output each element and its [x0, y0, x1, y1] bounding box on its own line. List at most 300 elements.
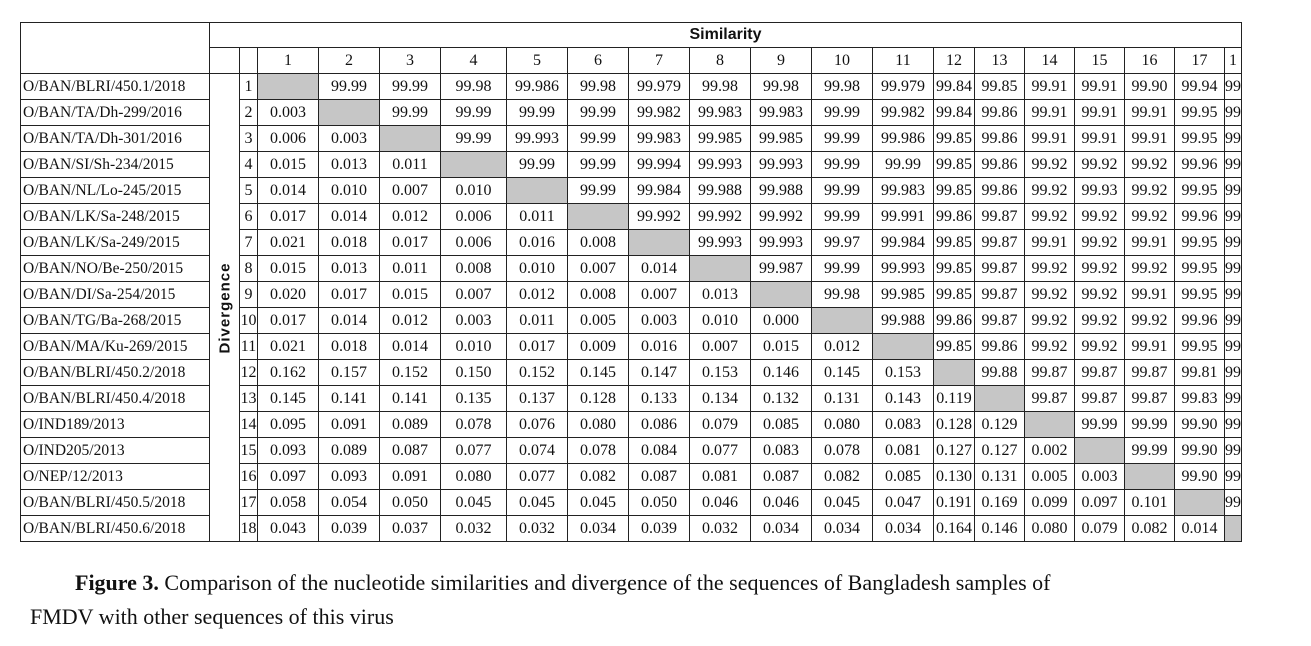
diagonal-cell: [629, 230, 690, 256]
value-cell: 99.99: [568, 126, 629, 152]
value-cell: 99.984: [873, 230, 934, 256]
value-cell: 0.081: [873, 438, 934, 464]
sequence-name: O/IND205/2013: [21, 438, 210, 464]
value-cell: 99.992: [690, 204, 751, 230]
column-number-header: 10: [812, 48, 873, 74]
value-cell: 99: [1225, 360, 1242, 386]
value-cell: 99.95: [1175, 126, 1225, 152]
value-cell: 99.986: [873, 126, 934, 152]
table-row: [21, 360, 1242, 386]
column-number-header: 11: [873, 48, 934, 74]
column-number-header: 3: [380, 48, 441, 74]
value-cell: 99.99: [319, 74, 380, 100]
diagonal-cell: [934, 360, 975, 386]
value-cell: 99.92: [1125, 204, 1175, 230]
value-cell: 0.137: [507, 386, 568, 412]
column-number-header: 14: [1025, 48, 1075, 74]
value-cell: 0.081: [690, 464, 751, 490]
value-cell: 99.97: [812, 230, 873, 256]
value-cell: 0.007: [441, 282, 507, 308]
sequence-name: O/BAN/BLRI/450.5/2018: [21, 490, 210, 516]
column-number-header: 1: [1225, 48, 1242, 74]
value-cell: 0.010: [441, 178, 507, 204]
value-cell: 99.99: [873, 152, 934, 178]
value-cell: 99.92: [1125, 308, 1175, 334]
value-cell: 0.128: [568, 386, 629, 412]
value-cell: 99.92: [1075, 334, 1125, 360]
value-cell: 0.191: [934, 490, 975, 516]
value-cell: 99.91: [1125, 100, 1175, 126]
value-cell: 0.007: [568, 256, 629, 282]
sequence-name: O/IND189/2013: [21, 412, 210, 438]
value-cell: 0.037: [380, 516, 441, 542]
table-corner-cell: [21, 23, 210, 74]
value-cell: 0.093: [319, 464, 380, 490]
value-cell: 0.012: [380, 204, 441, 230]
row-index: 4: [240, 152, 258, 178]
value-cell: 99.95: [1175, 256, 1225, 282]
table-row: [21, 464, 1242, 490]
header-blank-cell: [240, 48, 258, 74]
header-blank-cell: [210, 48, 240, 74]
value-cell: 99.99: [507, 152, 568, 178]
value-cell: 99.85: [934, 152, 975, 178]
sequence-name: O/BAN/TA/Dh-299/2016: [21, 100, 210, 126]
value-cell: 0.011: [380, 256, 441, 282]
value-cell: 99.92: [1025, 204, 1075, 230]
value-cell: 99.92: [1125, 178, 1175, 204]
table-row: [21, 282, 1242, 308]
sequence-name: O/BAN/NO/Be-250/2015: [21, 256, 210, 282]
value-cell: 0.157: [319, 360, 380, 386]
value-cell: 99.92: [1025, 152, 1075, 178]
row-index: 5: [240, 178, 258, 204]
value-cell: 0.078: [441, 412, 507, 438]
value-cell: 0.008: [441, 256, 507, 282]
value-cell: 99: [1225, 412, 1242, 438]
value-cell: 0.003: [319, 126, 380, 152]
diagonal-cell: [568, 204, 629, 230]
value-cell: 99.991: [873, 204, 934, 230]
value-cell: 0.010: [319, 178, 380, 204]
value-cell: 0.003: [629, 308, 690, 334]
value-cell: 0.076: [507, 412, 568, 438]
value-cell: 0.091: [319, 412, 380, 438]
sequence-name: O/BAN/TG/Ba-268/2015: [21, 308, 210, 334]
value-cell: 99.988: [873, 308, 934, 334]
value-cell: 0.077: [507, 464, 568, 490]
value-cell: 99.91: [1075, 126, 1125, 152]
value-cell: 0.011: [507, 308, 568, 334]
row-index: 13: [240, 386, 258, 412]
value-cell: 99.983: [751, 100, 812, 126]
value-cell: 99.87: [975, 204, 1025, 230]
value-cell: 0.014: [380, 334, 441, 360]
diagonal-cell: [441, 152, 507, 178]
value-cell: 0.087: [380, 438, 441, 464]
column-number-header: 6: [568, 48, 629, 74]
row-index: 16: [240, 464, 258, 490]
value-cell: 0.054: [319, 490, 380, 516]
value-cell: 0.045: [441, 490, 507, 516]
value-cell: 0.032: [441, 516, 507, 542]
value-cell: 0.130: [934, 464, 975, 490]
value-cell: 99.979: [873, 74, 934, 100]
value-cell: 0.080: [1025, 516, 1075, 542]
value-cell: 99.90: [1125, 74, 1175, 100]
value-cell: 0.017: [507, 334, 568, 360]
value-cell: 0.005: [568, 308, 629, 334]
column-number-header: 9: [751, 48, 812, 74]
value-cell: 99.99: [1125, 412, 1175, 438]
sequence-name: O/NEP/12/2013: [21, 464, 210, 490]
value-cell: 99.87: [1125, 360, 1175, 386]
value-cell: 99.91: [1075, 74, 1125, 100]
diagonal-cell: [751, 282, 812, 308]
value-cell: 0.011: [380, 152, 441, 178]
value-cell: 0.021: [258, 334, 319, 360]
sequence-name: O/BAN/SI/Sh-234/2015: [21, 152, 210, 178]
value-cell: 99.99: [1075, 412, 1125, 438]
value-cell: 99.81: [1175, 360, 1225, 386]
column-number-header: 8: [690, 48, 751, 74]
diagonal-cell: [1125, 464, 1175, 490]
value-cell: 99.92: [1075, 152, 1125, 178]
value-cell: 0.089: [380, 412, 441, 438]
value-cell: 99.87: [1025, 360, 1075, 386]
diagonal-cell: [873, 334, 934, 360]
value-cell: 0.006: [258, 126, 319, 152]
value-cell: 0.015: [751, 334, 812, 360]
value-cell: 99.993: [690, 230, 751, 256]
value-cell: 0.015: [258, 256, 319, 282]
value-cell: 99.993: [507, 126, 568, 152]
value-cell: 99: [1225, 100, 1242, 126]
value-cell: 99.87: [1025, 386, 1075, 412]
value-cell: 0.012: [507, 282, 568, 308]
value-cell: 99.988: [690, 178, 751, 204]
value-cell: 0.153: [690, 360, 751, 386]
value-cell: 0.008: [568, 282, 629, 308]
value-cell: 99.99: [812, 256, 873, 282]
value-cell: 0.010: [507, 256, 568, 282]
row-index: 17: [240, 490, 258, 516]
value-cell: 99.85: [975, 74, 1025, 100]
value-cell: 99.99: [441, 126, 507, 152]
value-cell: 0.009: [568, 334, 629, 360]
value-cell: 99.86: [975, 126, 1025, 152]
value-cell: 0.002: [1025, 438, 1075, 464]
diagonal-cell: [975, 386, 1025, 412]
value-cell: 0.003: [441, 308, 507, 334]
sequence-name: O/BAN/DI/Sa-254/2015: [21, 282, 210, 308]
value-cell: 99.95: [1175, 178, 1225, 204]
value-cell: 0.046: [690, 490, 751, 516]
value-cell: 0.127: [975, 438, 1025, 464]
table-row: [21, 490, 1242, 516]
value-cell: 99.992: [629, 204, 690, 230]
column-number-header: 4: [441, 48, 507, 74]
value-cell: 0.015: [380, 282, 441, 308]
value-cell: 99.98: [751, 74, 812, 100]
value-cell: 99.984: [629, 178, 690, 204]
value-cell: 99.85: [934, 230, 975, 256]
value-cell: 0.097: [1075, 490, 1125, 516]
value-cell: 0.095: [258, 412, 319, 438]
value-cell: 99.983: [629, 126, 690, 152]
value-cell: 99.99: [380, 74, 441, 100]
value-cell: 99.96: [1175, 152, 1225, 178]
value-cell: 0.141: [319, 386, 380, 412]
value-cell: 99.92: [1025, 282, 1075, 308]
value-cell: 0.074: [507, 438, 568, 464]
table-row: [21, 152, 1242, 178]
diagonal-cell: [812, 308, 873, 334]
value-cell: 99.86: [975, 100, 1025, 126]
similarity-divergence-table: [20, 22, 1242, 542]
value-cell: 99: [1225, 126, 1242, 152]
value-cell: 0.014: [629, 256, 690, 282]
table-row: [21, 516, 1242, 542]
value-cell: 0.007: [690, 334, 751, 360]
value-cell: 99.99: [812, 100, 873, 126]
value-cell: 99.98: [812, 282, 873, 308]
value-cell: 0.080: [441, 464, 507, 490]
value-cell: 0.032: [507, 516, 568, 542]
sequence-name: O/BAN/LK/Sa-249/2015: [21, 230, 210, 256]
value-cell: 0.134: [690, 386, 751, 412]
row-index: 3: [240, 126, 258, 152]
value-cell: 99.87: [975, 256, 1025, 282]
value-cell: 99.99: [568, 100, 629, 126]
value-cell: 99: [1225, 204, 1242, 230]
value-cell: 99.99: [380, 100, 441, 126]
value-cell: 0.034: [873, 516, 934, 542]
value-cell: 0.101: [1125, 490, 1175, 516]
value-cell: 99: [1225, 178, 1242, 204]
table-row: [21, 126, 1242, 152]
value-cell: 99.987: [751, 256, 812, 282]
value-cell: 99.86: [975, 334, 1025, 360]
value-cell: 0.145: [568, 360, 629, 386]
value-cell: 0.003: [1075, 464, 1125, 490]
value-cell: 0.083: [873, 412, 934, 438]
value-cell: 99.87: [1075, 360, 1125, 386]
value-cell: 0.085: [751, 412, 812, 438]
value-cell: 99.99: [568, 152, 629, 178]
value-cell: 99.988: [751, 178, 812, 204]
diagonal-cell: [1225, 516, 1242, 542]
value-cell: 99.87: [975, 230, 1025, 256]
value-cell: 0.011: [507, 204, 568, 230]
value-cell: 0.043: [258, 516, 319, 542]
value-cell: 99.982: [629, 100, 690, 126]
value-cell: 0.046: [751, 490, 812, 516]
value-cell: 99.98: [690, 74, 751, 100]
value-cell: 99.85: [934, 178, 975, 204]
value-cell: 99.92: [1075, 308, 1125, 334]
divergence-label-cell: [210, 74, 240, 542]
value-cell: 99.88: [975, 360, 1025, 386]
value-cell: 99.90: [1175, 412, 1225, 438]
value-cell: 0.097: [258, 464, 319, 490]
value-cell: 0.145: [258, 386, 319, 412]
value-cell: 99.83: [1175, 386, 1225, 412]
row-index: 18: [240, 516, 258, 542]
value-cell: 99: [1225, 282, 1242, 308]
diagonal-cell: [1175, 490, 1225, 516]
table-row: [21, 256, 1242, 282]
value-cell: 0.146: [751, 360, 812, 386]
value-cell: 99.992: [751, 204, 812, 230]
value-cell: 0.014: [319, 308, 380, 334]
value-cell: 0.045: [812, 490, 873, 516]
value-cell: 99.98: [568, 74, 629, 100]
value-cell: 99.91: [1075, 100, 1125, 126]
value-cell: 0.045: [507, 490, 568, 516]
value-cell: 0.016: [629, 334, 690, 360]
value-cell: 0.152: [380, 360, 441, 386]
value-cell: 99.91: [1125, 334, 1175, 360]
value-cell: 99: [1225, 256, 1242, 282]
value-cell: 99.93: [1075, 178, 1125, 204]
value-cell: 0.150: [441, 360, 507, 386]
value-cell: 99.983: [873, 178, 934, 204]
row-index: 9: [240, 282, 258, 308]
value-cell: 99.92: [1075, 256, 1125, 282]
value-cell: 0.045: [568, 490, 629, 516]
value-cell: 0.012: [812, 334, 873, 360]
column-number-header: 16: [1125, 48, 1175, 74]
value-cell: 0.017: [319, 282, 380, 308]
value-cell: 0.058: [258, 490, 319, 516]
caption-text-line2: FMDV with other sequences of this virus: [30, 604, 394, 629]
sequence-name: O/BAN/BLRI/450.2/2018: [21, 360, 210, 386]
value-cell: 99: [1225, 490, 1242, 516]
value-cell: 99.91: [1125, 126, 1175, 152]
value-cell: 99.993: [690, 152, 751, 178]
value-cell: 0.039: [629, 516, 690, 542]
value-cell: 99.92: [1125, 256, 1175, 282]
value-cell: 99.86: [934, 204, 975, 230]
value-cell: 99.92: [1125, 152, 1175, 178]
value-cell: 99.91: [1125, 230, 1175, 256]
value-cell: 99.87: [1125, 386, 1175, 412]
value-cell: 0.000: [751, 308, 812, 334]
value-cell: 99.87: [1075, 386, 1125, 412]
column-number-header: 2: [319, 48, 380, 74]
table-row: [21, 438, 1242, 464]
diagonal-cell: [1075, 438, 1125, 464]
value-cell: 0.133: [629, 386, 690, 412]
value-cell: 99.86: [975, 178, 1025, 204]
diagonal-cell: [319, 100, 380, 126]
value-cell: 99.87: [975, 282, 1025, 308]
value-cell: 0.077: [690, 438, 751, 464]
value-cell: 0.087: [629, 464, 690, 490]
column-number-header: 12: [934, 48, 975, 74]
value-cell: 0.099: [1025, 490, 1075, 516]
column-number-header: 15: [1075, 48, 1125, 74]
row-index: 14: [240, 412, 258, 438]
table-row: [21, 74, 1242, 100]
value-cell: 99.95: [1175, 100, 1225, 126]
value-cell: 0.077: [441, 438, 507, 464]
value-cell: 0.085: [873, 464, 934, 490]
row-index: 12: [240, 360, 258, 386]
value-cell: 99.91: [1025, 100, 1075, 126]
diagonal-cell: [1025, 412, 1075, 438]
value-cell: 0.078: [812, 438, 873, 464]
sequence-name: O/BAN/TA/Dh-301/2016: [21, 126, 210, 152]
value-cell: 0.162: [258, 360, 319, 386]
diagonal-cell: [258, 74, 319, 100]
column-number-header: 1: [258, 48, 319, 74]
value-cell: 99.84: [934, 100, 975, 126]
value-cell: 0.017: [258, 204, 319, 230]
value-cell: 99: [1225, 464, 1242, 490]
value-cell: 99.983: [690, 100, 751, 126]
value-cell: 99.99: [812, 152, 873, 178]
value-cell: 0.018: [319, 230, 380, 256]
value-cell: 0.082: [812, 464, 873, 490]
value-cell: 0.012: [380, 308, 441, 334]
value-cell: 0.135: [441, 386, 507, 412]
value-cell: 0.018: [319, 334, 380, 360]
value-cell: 99.985: [751, 126, 812, 152]
value-cell: 99.85: [934, 256, 975, 282]
value-cell: 0.089: [319, 438, 380, 464]
row-index: 10: [240, 308, 258, 334]
value-cell: 0.015: [258, 152, 319, 178]
value-cell: 0.017: [258, 308, 319, 334]
value-cell: 0.082: [568, 464, 629, 490]
value-cell: 99: [1225, 152, 1242, 178]
value-cell: 99.92: [1075, 204, 1125, 230]
value-cell: 99.99: [812, 126, 873, 152]
similarity-divergence-table-container: [20, 22, 1311, 546]
value-cell: 0.093: [258, 438, 319, 464]
value-cell: 99.87: [975, 308, 1025, 334]
value-cell: 0.007: [629, 282, 690, 308]
table-row: [21, 386, 1242, 412]
caption-text: Comparison of the nucleotide similarities and divergence of the sequences of Bangladesh samples of: [164, 570, 1051, 595]
value-cell: 99.994: [629, 152, 690, 178]
value-cell: 99: [1225, 334, 1242, 360]
table-row: [21, 204, 1242, 230]
value-cell: 0.083: [751, 438, 812, 464]
value-cell: 99: [1225, 438, 1242, 464]
value-cell: 0.005: [1025, 464, 1075, 490]
value-cell: 0.164: [934, 516, 975, 542]
value-cell: 99.91: [1125, 282, 1175, 308]
value-cell: 99: [1225, 74, 1242, 100]
value-cell: 0.080: [568, 412, 629, 438]
value-cell: 0.079: [1075, 516, 1125, 542]
value-cell: 99.90: [1175, 438, 1225, 464]
value-cell: 0.131: [812, 386, 873, 412]
value-cell: 99.993: [751, 152, 812, 178]
value-cell: 99.90: [1175, 464, 1225, 490]
value-cell: 99.92: [1025, 256, 1075, 282]
column-number-header: 5: [507, 48, 568, 74]
value-cell: 99.986: [507, 74, 568, 100]
value-cell: 99: [1225, 386, 1242, 412]
diagonal-cell: [507, 178, 568, 204]
value-cell: 0.007: [380, 178, 441, 204]
value-cell: 0.008: [568, 230, 629, 256]
diagonal-cell: [380, 126, 441, 152]
